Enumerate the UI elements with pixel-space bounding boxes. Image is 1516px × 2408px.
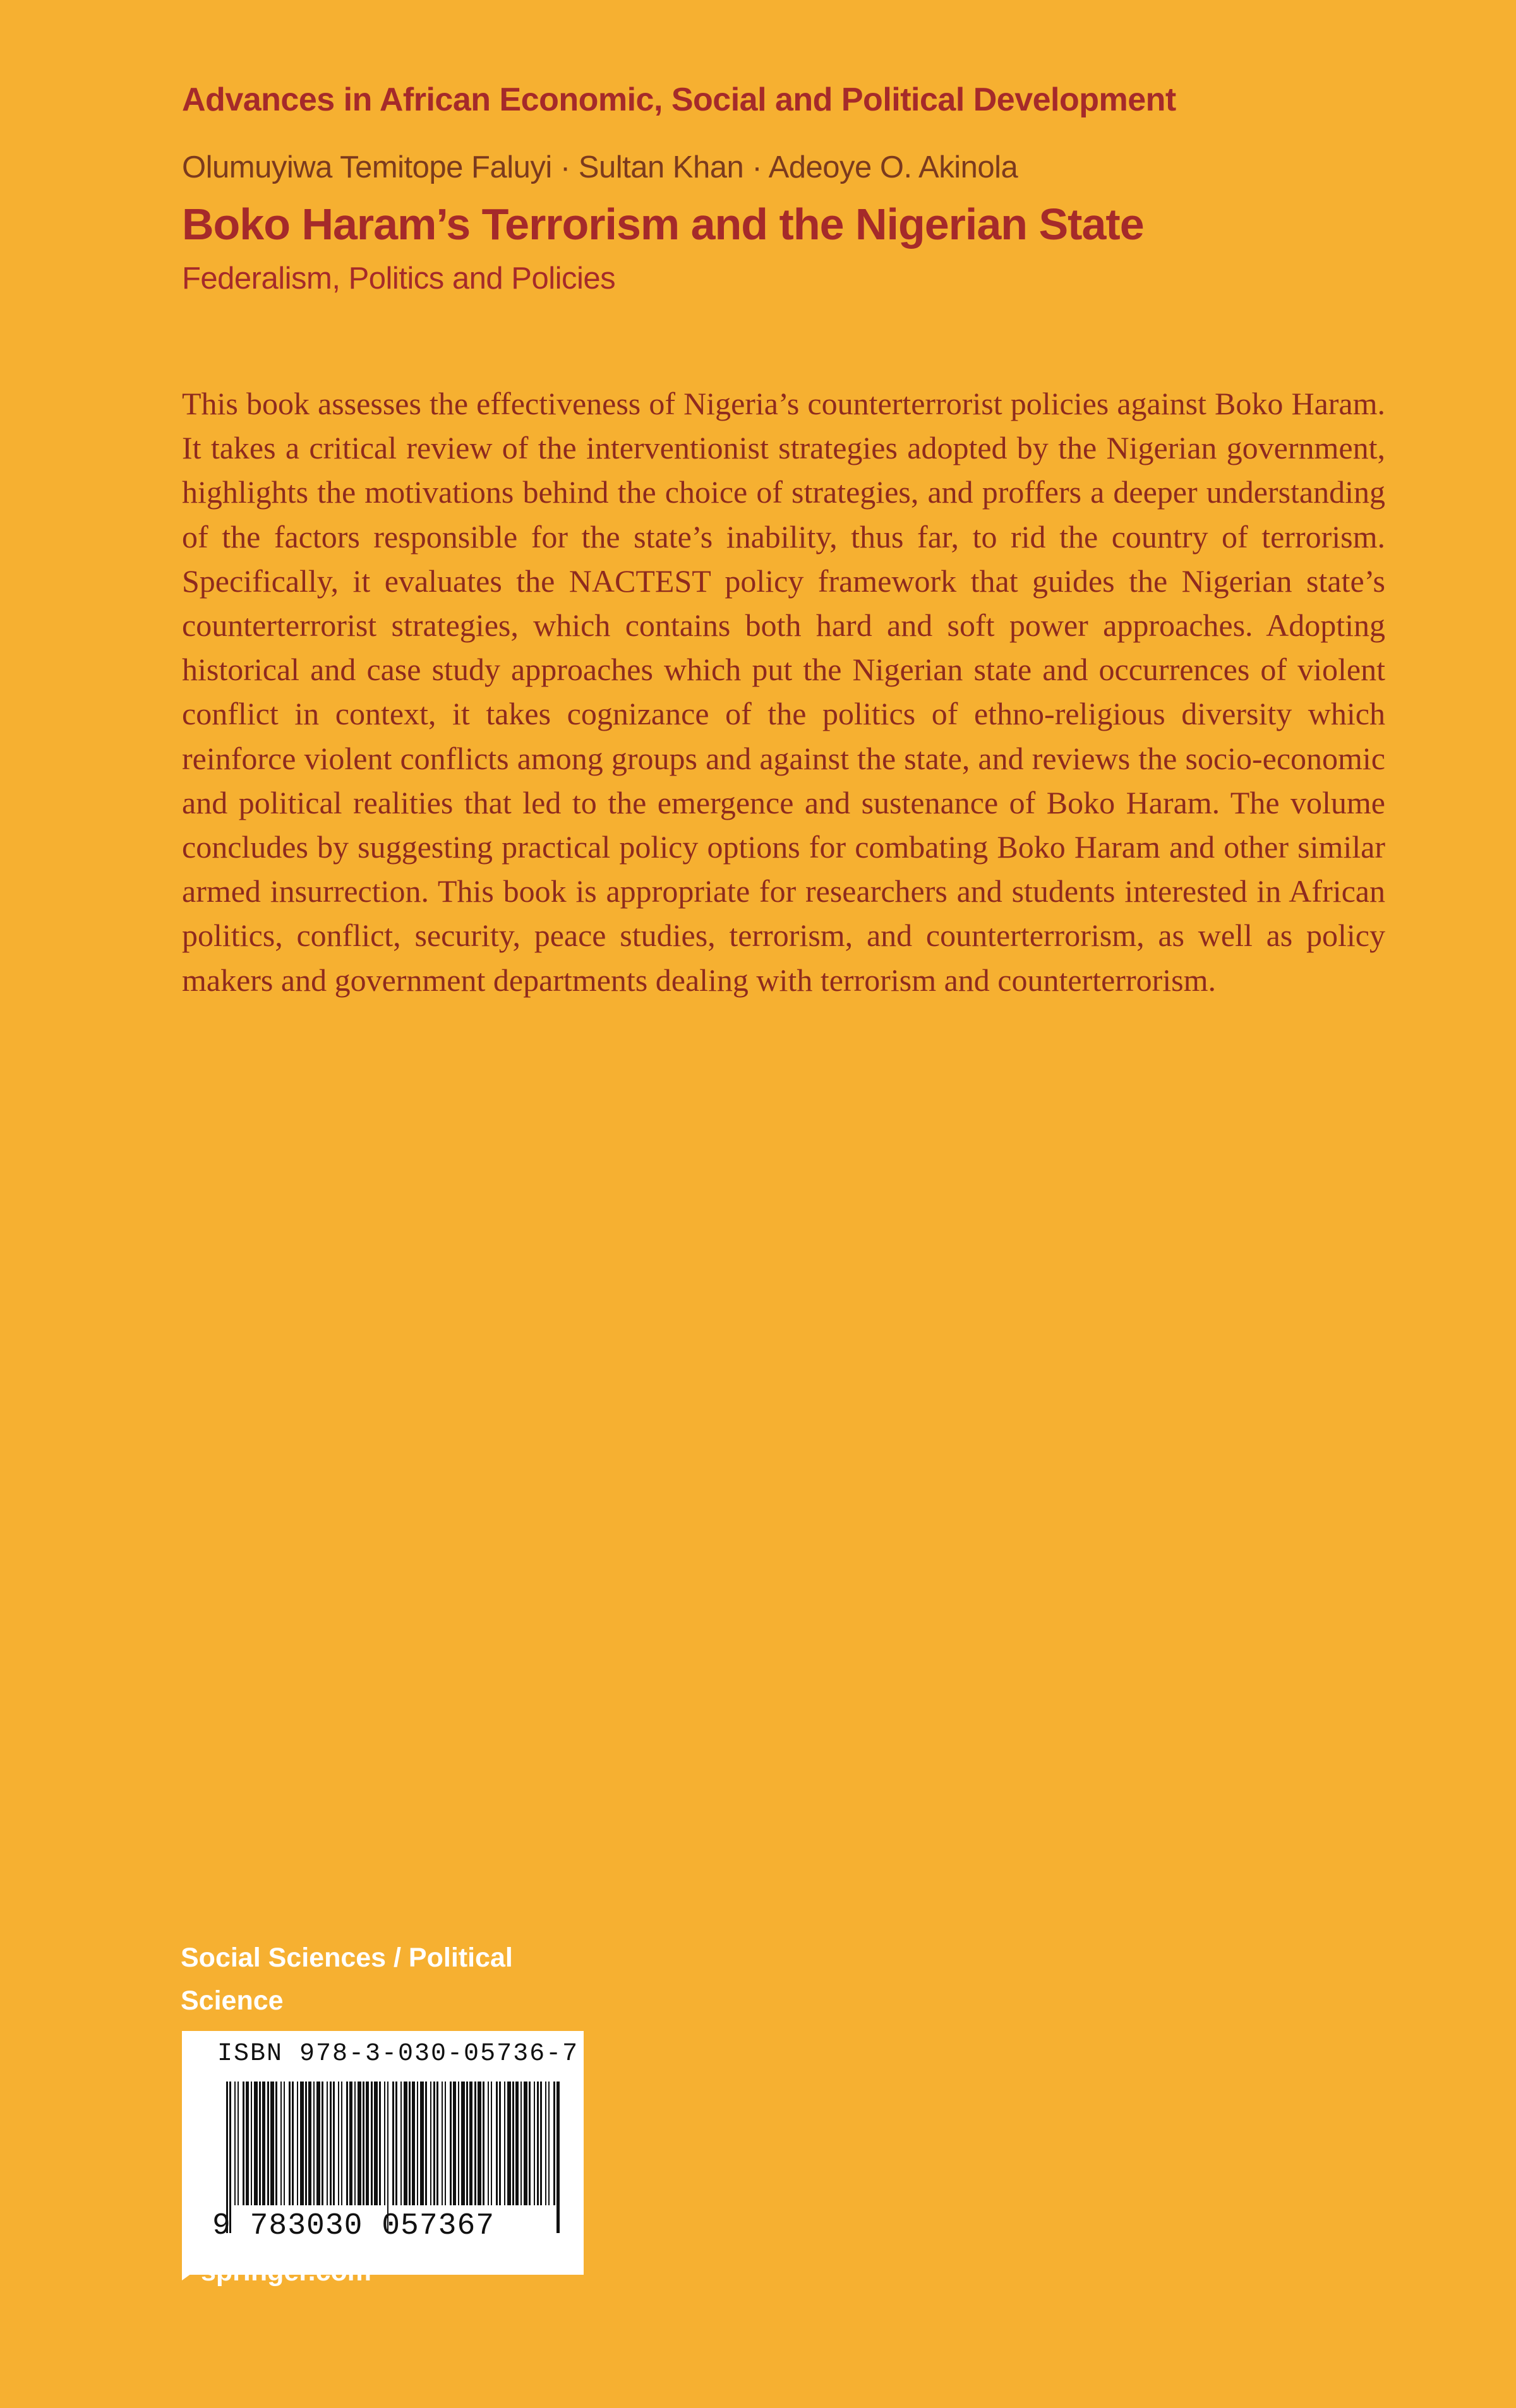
barcode-bar (384, 2082, 385, 2205)
barcode-bar (545, 2082, 546, 2205)
barcode-bar (300, 2082, 304, 2205)
barcode-bar (234, 2082, 236, 2205)
barcode-bar (453, 2082, 456, 2205)
barcode-bar (466, 2082, 468, 2205)
barcode-bar (346, 2082, 348, 2205)
barcode-bar (488, 2082, 489, 2205)
barcode-digits: 9 783030 057367 (212, 2209, 495, 2243)
barcode-bar (251, 2082, 252, 2205)
barcode-bar (478, 2082, 481, 2205)
subject-category (181, 1936, 560, 2022)
isbn-barcode (182, 2031, 584, 2275)
barcode-bar (308, 2082, 311, 2205)
barcode-bar (469, 2082, 472, 2205)
subject-category-line-1: Social Sciences / Political (181, 1943, 513, 1973)
barcode-bar (515, 2082, 519, 2205)
publisher-link[interactable] (182, 2256, 371, 2287)
barcode-bar (540, 2082, 542, 2205)
barcode-bar (280, 2082, 282, 2205)
barcode-bar (499, 2082, 501, 2205)
barcode-bar (458, 2082, 459, 2205)
barcode-bar (425, 2082, 427, 2205)
barcode-bar (338, 2082, 339, 2205)
barcode-bar (305, 2082, 307, 2205)
book-subtitle: Federalism, Politics and Policies (182, 261, 616, 296)
barcode-bar (512, 2082, 514, 2205)
barcode-bar (529, 2082, 531, 2205)
barcode-bar (430, 2082, 431, 2205)
barcode-bar (238, 2082, 239, 2205)
barcode-bar (330, 2082, 332, 2205)
barcode-bar (341, 2082, 342, 2205)
barcode-bar (243, 2082, 244, 2205)
barcode-bar (450, 2082, 452, 2205)
barcode-bar (254, 2082, 258, 2205)
barcode-bar (491, 2082, 492, 2205)
barcode-bar (461, 2082, 465, 2205)
arrow-right-icon (182, 2264, 193, 2280)
barcode-bar (289, 2082, 291, 2205)
series-title: Advances in African Economic, Social and Political Development (182, 81, 1176, 118)
barcode-bar (354, 2082, 356, 2205)
barcode-bar (262, 2082, 265, 2205)
barcode-bar (392, 2082, 394, 2205)
barcode-bar (259, 2082, 261, 2205)
barcode-bar (379, 2082, 381, 2205)
barcode-bar (400, 2082, 402, 2205)
barcode-bar (483, 2082, 484, 2205)
barcode-bar (433, 2082, 435, 2205)
barcode-bar (284, 2082, 285, 2205)
barcode-bar (496, 2082, 498, 2205)
barcode-bar (524, 2082, 527, 2205)
barcode-bar (417, 2082, 418, 2205)
barcode-bar (556, 2082, 560, 2233)
barcode-bar (436, 2082, 438, 2205)
barcode-bar (327, 2082, 328, 2205)
barcode-bar (316, 2082, 320, 2205)
isbn-label: ISBN 978-3-030-05736-7 (217, 2040, 579, 2068)
book-title: Boko Haram’s Terrorism and the Nigerian State (182, 200, 1144, 249)
authors: Olumuyiwa Temitope Faluyi · Sultan Khan · Adeoye O. Akinola (182, 150, 1018, 184)
barcode-bar (548, 2082, 550, 2205)
barcode-bar (275, 2082, 277, 2205)
subject-category-line-2: Science (181, 1986, 284, 2016)
barcode-bar (412, 2082, 415, 2205)
barcode-bar (553, 2082, 555, 2205)
barcode-bar (371, 2082, 373, 2205)
barcode-bar (358, 2082, 361, 2205)
publisher-link-label: springer.com (201, 2256, 372, 2287)
barcode-bar (404, 2082, 407, 2205)
barcode-bar (409, 2082, 411, 2205)
barcode-bar (537, 2082, 539, 2205)
barcode-bar (504, 2082, 505, 2205)
barcode-bar (246, 2082, 249, 2205)
barcode-bar (445, 2082, 446, 2205)
barcode-bar (395, 2082, 397, 2205)
barcode-bar (363, 2082, 364, 2205)
barcode-bar (374, 2082, 378, 2205)
barcode-bar (333, 2082, 335, 2205)
barcode-bar (520, 2082, 522, 2205)
barcode-bar (474, 2082, 476, 2205)
barcode-bar (270, 2082, 274, 2205)
barcode-bar (297, 2082, 298, 2205)
barcode-bar (534, 2082, 535, 2205)
barcode-bar (292, 2082, 294, 2205)
barcode-bar (442, 2082, 443, 2205)
barcode-bar (349, 2082, 352, 2205)
barcode-bar (267, 2082, 269, 2205)
barcode-bar (420, 2082, 424, 2205)
barcode-bar (507, 2082, 511, 2205)
barcode-bar (322, 2082, 323, 2205)
barcode-bar (313, 2082, 315, 2205)
book-description: This book assesses the effectiveness of Nigeria’s counterterrorist policies against Boko Haram. It takes a critical review of the interventionist strategies adopted by the Nigerian government, highlights the motivations behind the choice of strategies, and proffers a deeper understanding of the factors responsible for the state’s inability, thus far, to rid the country of terrorism. Specifically, it evaluates the NACTEST policy framework that guides the Nigerian state’s counterterrorist strategies, which contains both hard and soft power approaches. Adopting historical and case study approaches which put the Nigerian state and occurrences of violent conflict in context, it takes cognizance of the politics of ethno-religious diversity which reinforce violent conflicts among groups and against the state, and reviews the socio-economic and political realities that led to the emergence and sustenance of Boko Haram. The volume concludes by suggesting practical policy options for combating Boko Haram and other similar armed insurrection. This book is appropriate for researchers and students interested in African politics, conflict, security, peace studies, terrorism, and counterterrorism, as well as policy makers and government departments dealing with terrorism and counterterrorism. (182, 386, 1385, 998)
barcode-bar (366, 2082, 369, 2205)
